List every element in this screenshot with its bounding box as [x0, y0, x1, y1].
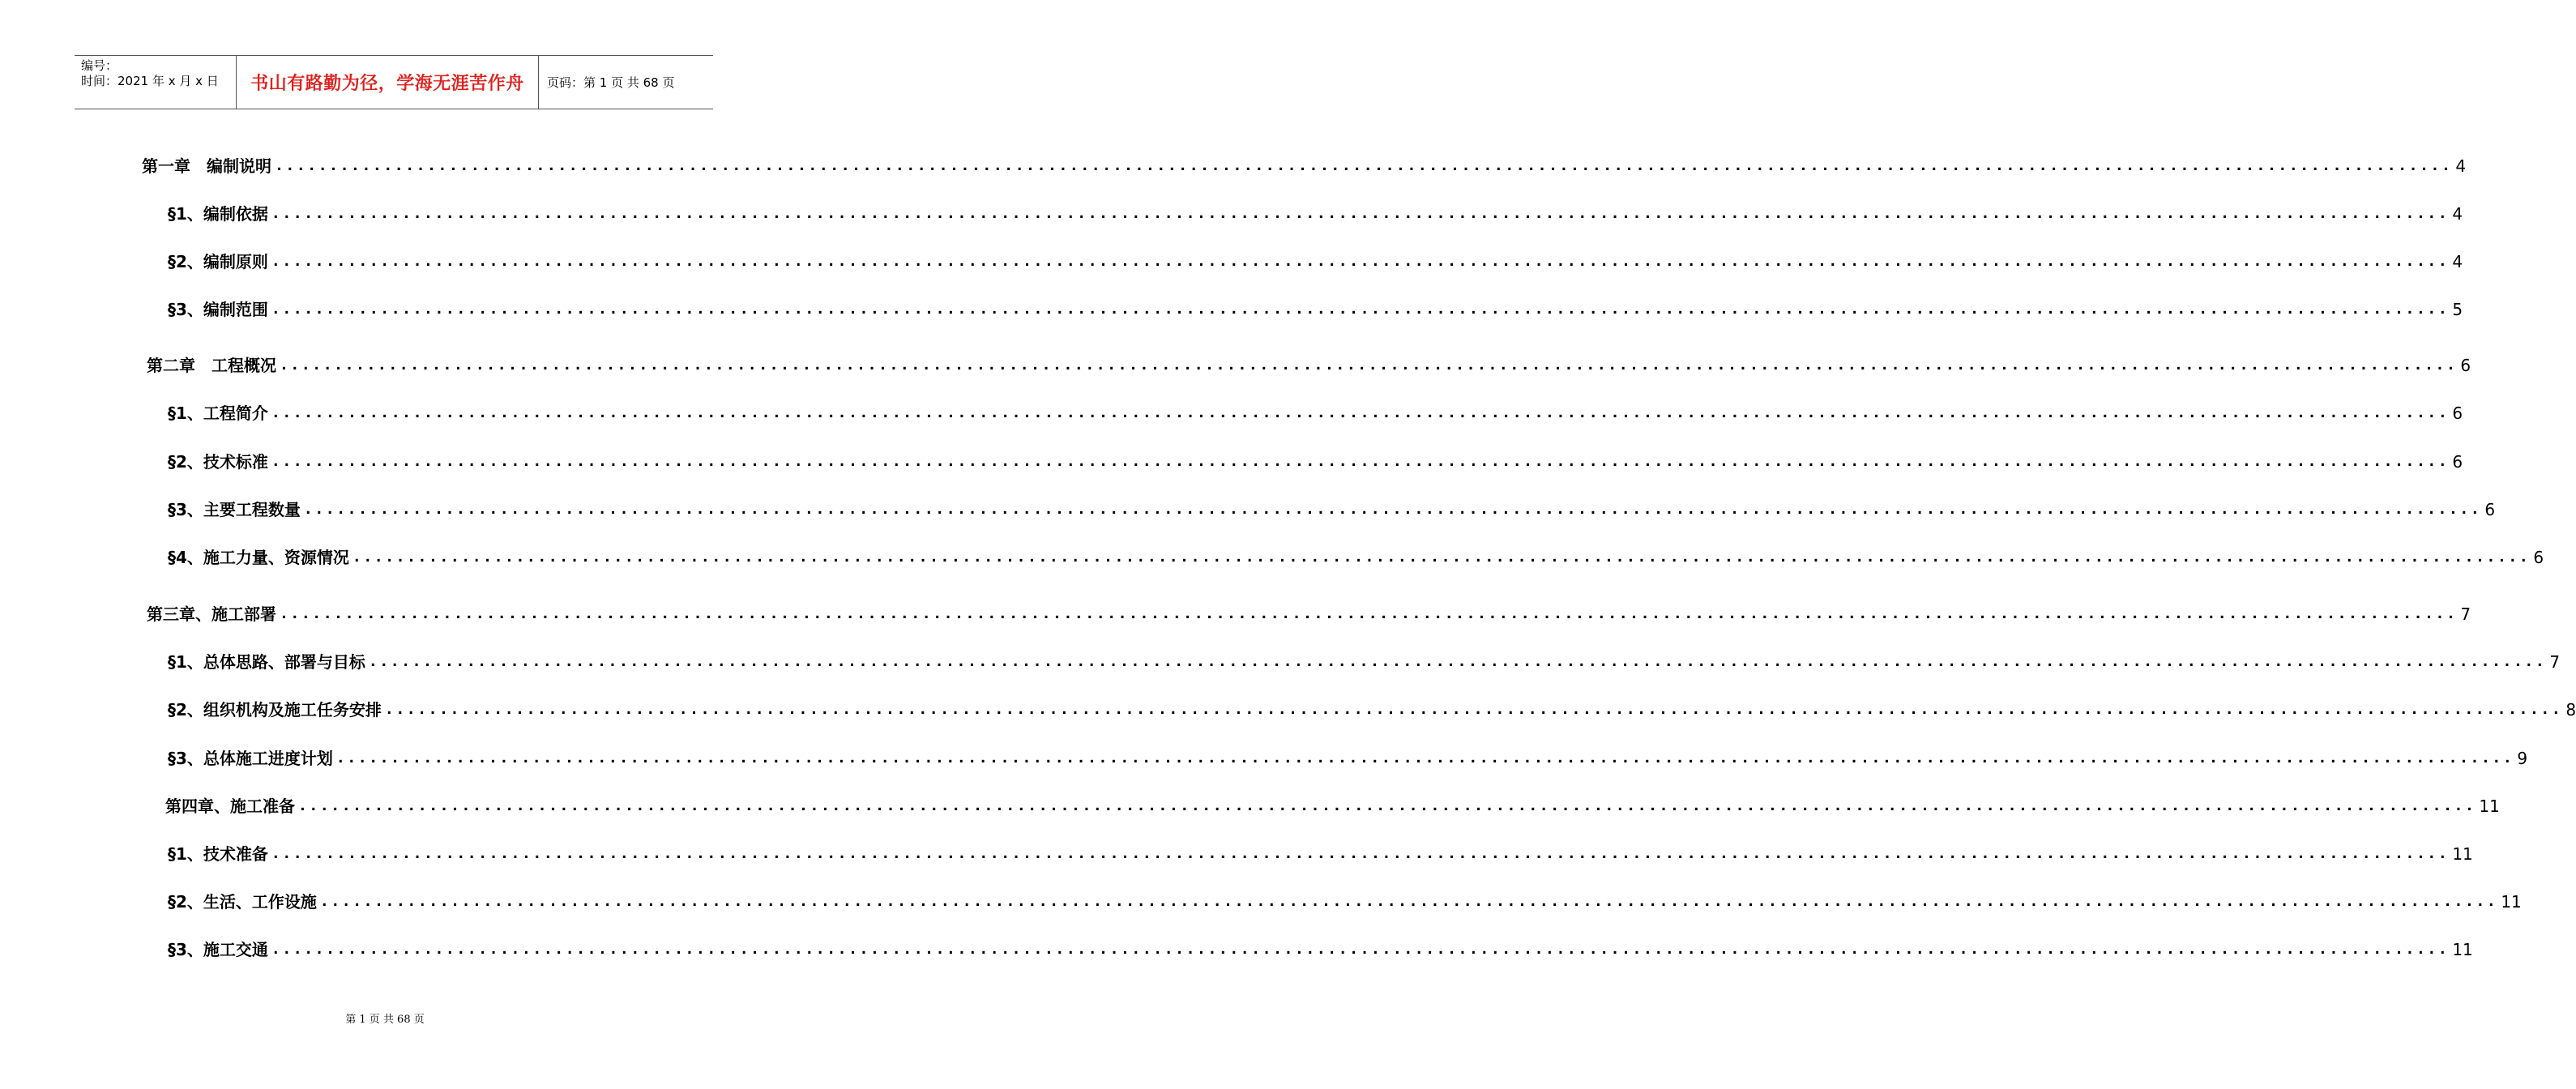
toc-entry[interactable] — [168, 890, 2522, 914]
document-time-label: 时间：2021 年 x 月 x 日 — [81, 74, 219, 88]
toc-entry-title: 第三章、施工部署 — [147, 604, 276, 624]
toc-entry-title: §3、主要工程数量 — [168, 500, 301, 519]
toc-leader-dots: ........................................................................................................................................................................................................ — [271, 453, 2450, 470]
page-header — [75, 55, 713, 109]
toc-leader-dots: ........................................................................................................................................................................................................ — [271, 404, 2450, 421]
header-slogan: 书山有路勤为径，学海无涯苦作舟 — [237, 56, 539, 109]
toc-leader-dots: ........................................................................................................................................................................................................ — [384, 701, 2563, 718]
toc-entry[interactable] — [142, 154, 2467, 178]
header-meta — [75, 56, 237, 109]
toc-entry[interactable] — [168, 937, 2473, 962]
toc-entry-title: §2、编制原则 — [168, 252, 268, 271]
toc-leader-dots: ........................................................................................................................................................................................................ — [271, 301, 2450, 318]
header-page-info: 页码：第 1 页 共 68 页 — [547, 75, 675, 90]
document-number-label: 编号： — [81, 58, 118, 73]
toc-entry-title: §3、总体施工进度计划 — [168, 749, 333, 768]
toc-leader-dots: ........................................................................................................................................................................................................ — [335, 749, 2514, 767]
toc-entry-page: 6 — [2460, 356, 2471, 375]
toc-entry[interactable] — [168, 297, 2463, 322]
toc-entry[interactable] — [168, 450, 2463, 474]
toc-entry[interactable] — [147, 353, 2471, 378]
page-footer: 第 1 页 共 68 页 — [345, 1014, 425, 1026]
toc-leader-dots: ........................................................................................................................................................................................................ — [319, 893, 2498, 910]
toc-entry-page: 7 — [2549, 652, 2561, 672]
toc-entry[interactable] — [168, 842, 2473, 866]
toc-leader-dots: ........................................................................................................................................................................................................ — [271, 253, 2450, 270]
toc-entry-page: 9 — [2517, 749, 2528, 768]
toc-entry-title: §1、编制依据 — [168, 204, 268, 224]
toc-entry-page: 11 — [2452, 844, 2473, 864]
toc-entry-page: 11 — [2479, 796, 2500, 816]
toc-entry-page: 11 — [2452, 940, 2473, 959]
toc-leader-dots: ........................................................................................................................................................................................................ — [271, 845, 2450, 862]
toc-entry-page: 11 — [2501, 892, 2522, 912]
toc-entry-page: 6 — [2533, 548, 2544, 567]
toc-entry[interactable] — [165, 794, 2500, 818]
toc-entry[interactable] — [168, 650, 2561, 674]
toc-entry-page: 6 — [2484, 500, 2496, 519]
toc-entry-page: 5 — [2452, 300, 2463, 319]
toc-entry-title: §1、工程简介 — [168, 404, 268, 423]
toc-entry[interactable] — [147, 602, 2471, 626]
toc-entry-title: §3、施工交通 — [168, 940, 268, 959]
toc-entry[interactable] — [168, 498, 2496, 522]
toc-leader-dots: ........................................................................................................................................................................................................ — [352, 549, 2531, 566]
toc-entry-title: §2、组织机构及施工任务安排 — [168, 700, 382, 720]
toc-entry-page: 6 — [2452, 452, 2463, 472]
toc-entry-page: 7 — [2460, 604, 2471, 624]
toc-leader-dots: ........................................................................................................................................................................................................ — [271, 205, 2450, 222]
toc-leader-dots: ........................................................................................................................................................................................................ — [275, 157, 2453, 174]
toc-leader-dots: ........................................................................................................................................................................................................ — [298, 797, 2476, 814]
toc-entry-page: 4 — [2452, 252, 2463, 271]
toc-leader-dots: ........................................................................................................................................................................................................ — [280, 605, 2458, 622]
toc-entry-title: §3、编制范围 — [168, 300, 268, 319]
toc-entry-page: 4 — [2452, 204, 2463, 224]
toc-leader-dots: ........................................................................................................................................................................................................ — [303, 501, 2482, 518]
toc-entry[interactable] — [168, 545, 2544, 570]
toc-entry[interactable] — [168, 250, 2463, 274]
toc-leader-dots: ........................................................................................................................................................................................................ — [280, 357, 2458, 374]
toc-entry[interactable] — [168, 698, 2576, 722]
toc-entry-title: §4、施工力量、资源情况 — [168, 548, 349, 567]
toc-leader-dots: ........................................................................................................................................................................................................ — [271, 941, 2450, 958]
toc-entry[interactable] — [168, 746, 2528, 771]
toc-entry-title: §2、技术标准 — [168, 452, 268, 472]
toc-entry-title: 第一章 编制说明 — [142, 156, 271, 176]
toc-entry-title: §2、生活、工作设施 — [168, 892, 317, 912]
toc-entry[interactable] — [168, 401, 2463, 425]
toc-entry-page: 4 — [2455, 156, 2467, 176]
toc-entry-title: §1、技术准备 — [168, 844, 268, 864]
toc-entry[interactable] — [168, 202, 2463, 226]
toc-entry-page: 6 — [2452, 404, 2463, 423]
toc-leader-dots: ........................................................................................................................................................................................................ — [368, 653, 2547, 670]
toc-entry-title: 第四章、施工准备 — [165, 796, 295, 816]
toc-entry-title: §1、总体思路、部署与目标 — [168, 652, 365, 672]
toc-entry-page: 8 — [2565, 700, 2576, 720]
toc-entry-title: 第二章 工程概况 — [147, 356, 276, 375]
